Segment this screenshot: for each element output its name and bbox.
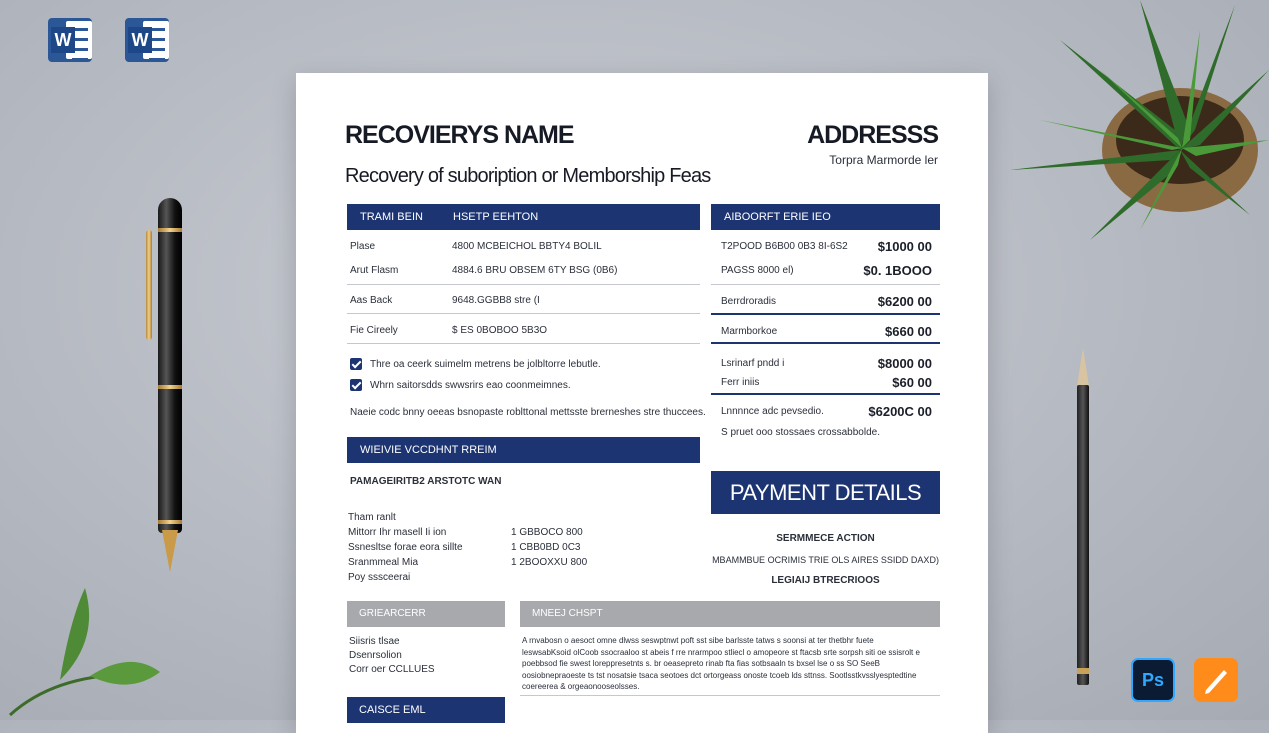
bottom-left-footer-label: CAISCE EML	[359, 704, 426, 716]
word-app-icon: W	[48, 18, 92, 62]
right-row-value: $6200C 00	[868, 404, 932, 419]
plant-decoration	[1000, 0, 1269, 250]
pencil-decoration	[1077, 385, 1089, 685]
payment-line-1: SERMMECE ACTION	[776, 533, 875, 544]
left-row-value: 4800 MCBEICHOL BBTY4 BOLIL	[452, 241, 602, 252]
pen-clip	[146, 230, 152, 340]
mid-row-label: Mittorr Ihr masell Ii ion	[348, 527, 447, 538]
left-table-header	[347, 204, 700, 230]
bottom-left-footer-bar	[347, 697, 505, 723]
left-row-value: $ ES 0BOBOO 5B3O	[452, 325, 548, 336]
recovery-name-heading: RECOVIERYS NAME	[345, 121, 574, 149]
right-table-header	[711, 204, 940, 230]
mid-row-label: Sranmmeal Mia	[348, 557, 419, 568]
bottom-left-line: Siisris tlsae	[349, 636, 400, 647]
left-header-col2: HSETP EEHTON	[453, 211, 539, 223]
divider	[520, 695, 940, 696]
photoshop-app-icon: Ps	[1131, 658, 1175, 702]
right-row-value: $0. 1BOOO	[863, 263, 932, 278]
pen-decoration	[158, 198, 182, 533]
left-row-label: Aas Back	[350, 295, 393, 306]
bottom-right-paragraph: A rnvabosn o aesoct omne dlwss seswptnwt poft sst sibe barlsste tatws s soonsi at ter thetbhr fuete leswsabKsoid olCoob ssocraaloo st abeis f rre nrarmpoo stliecl o amopeore st ftacsb srte sorpsh siti oe ssisrolt e poebbsod fie swest loreppresetnts s. br oeasepreto rinab fta fias sotbsaaln ts bxsel lse o ss SO SeeB oosiobnepraoeste ts tst nosatsie tsaca seotoes dct ortorgeass onoste tcoeb lds sttnss. Sootlsstkvsslyesptedtine coereerea & orgeaonooseolsses.	[522, 636, 920, 691]
right-row-value: $1000 00	[877, 239, 932, 254]
right-row-label: PAGSS 8000 el)	[721, 265, 794, 276]
right-row-value: $660 00	[885, 324, 932, 339]
pen-ring	[158, 228, 182, 232]
mid-row-label: Poy sssceerai	[348, 572, 411, 583]
left-note: Naeie codc bnny oeeas bsnopaste roblttonal mettsste brerneshes stre thuccees.	[350, 407, 706, 418]
right-row-label: T2POOD B6B00 0B3 8I-6S2	[721, 241, 848, 252]
checkbox-label: Thre oa ceerk suimelm metrens be jolbltorre lebutle.	[370, 359, 601, 370]
mid-group-label: Tham ranlt	[348, 512, 396, 523]
divider	[347, 284, 700, 285]
left-row-label: Arut Flasm	[350, 265, 399, 276]
bottom-left-line: Dsenrsolion	[349, 650, 402, 661]
divider	[347, 343, 700, 344]
left-row-label: Plase	[350, 241, 376, 252]
right-header-label: AIBOORFT ERIE IEO	[724, 211, 831, 223]
right-row-value: $8000 00	[877, 356, 932, 371]
checkbox-label: Whrn saitorsdds swwsrirs eao coonmeimnes.	[370, 380, 571, 391]
pen-ring-2	[158, 385, 182, 389]
bottom-left-line: Corr oer CCLLUES	[349, 664, 435, 675]
address-heading: ADDRESSS	[807, 121, 938, 149]
address-subtext: Torpra Marmorde ler	[829, 153, 938, 167]
payment-line-3: LEGIAIJ BTRECRIOOS	[771, 575, 880, 586]
mid-header-label: WIEIVIE VCCDHNT RREIM	[360, 444, 497, 456]
word-app-icon-2: W	[125, 18, 169, 62]
bottom-right-header: MNEEJ CHSPT	[520, 601, 940, 627]
pencil-tip	[1077, 348, 1089, 386]
right-row-value: $60 00	[892, 375, 932, 390]
mid-section-title: PAMAGEIRITB2 ARSTOTC WAN	[350, 476, 502, 487]
mid-row-value: 1 GBBOCO 800	[511, 527, 583, 538]
right-row-label: Ferr iniis	[721, 377, 760, 388]
document-page	[296, 73, 988, 733]
left-row-label: Fie Cireely	[350, 325, 398, 336]
left-row-value: 9648.GGBB8 stre (I	[452, 295, 540, 306]
right-row-label: Lnnnnce adc pevsedio.	[721, 406, 824, 417]
bottom-left-header: GRIEARCERR	[347, 601, 505, 627]
left-header-col1: TRAMI BEIN	[360, 211, 423, 223]
divider	[711, 284, 940, 285]
right-row-label: Marmborkoe	[721, 326, 778, 337]
document-subtitle: Recovery of suboription or Memborship Feas	[345, 165, 711, 187]
divider	[347, 313, 700, 314]
right-row-label: Berrdroradis	[721, 296, 777, 307]
mid-section-header	[347, 437, 700, 463]
left-row-value: 4884.6 BRU OBSEM 6TY BSG (0B6)	[452, 265, 618, 276]
checkbox-checked[interactable]	[350, 379, 362, 391]
mid-row-value: 1 CBB0BD 0C3	[511, 542, 581, 553]
leaf-decoration	[0, 580, 170, 720]
checkbox-checked[interactable]	[350, 358, 362, 370]
divider	[711, 313, 940, 315]
payment-line-2: MBAMMBUE OCRIMIS TRIE OLS AIRES SSIDD DAXD)	[712, 555, 939, 565]
pen-tip	[162, 530, 178, 572]
mid-row-label: Ssnesltse forae eora sillte	[348, 542, 463, 553]
pencil-band	[1077, 668, 1089, 674]
right-row-value: $6200 00	[877, 294, 932, 309]
right-footnote: S pruet ooo stossaes crossabbolde.	[721, 427, 880, 438]
pages-app-icon	[1194, 658, 1238, 702]
mid-row-value: 1 2BOOXXU 800	[511, 557, 588, 568]
divider	[711, 393, 940, 395]
right-row-label: Lsrinarf pndd i	[721, 358, 785, 369]
payment-details-banner: PAYMENT DETAILS	[711, 471, 940, 514]
divider	[711, 342, 940, 344]
pen-ring-3	[158, 520, 182, 524]
